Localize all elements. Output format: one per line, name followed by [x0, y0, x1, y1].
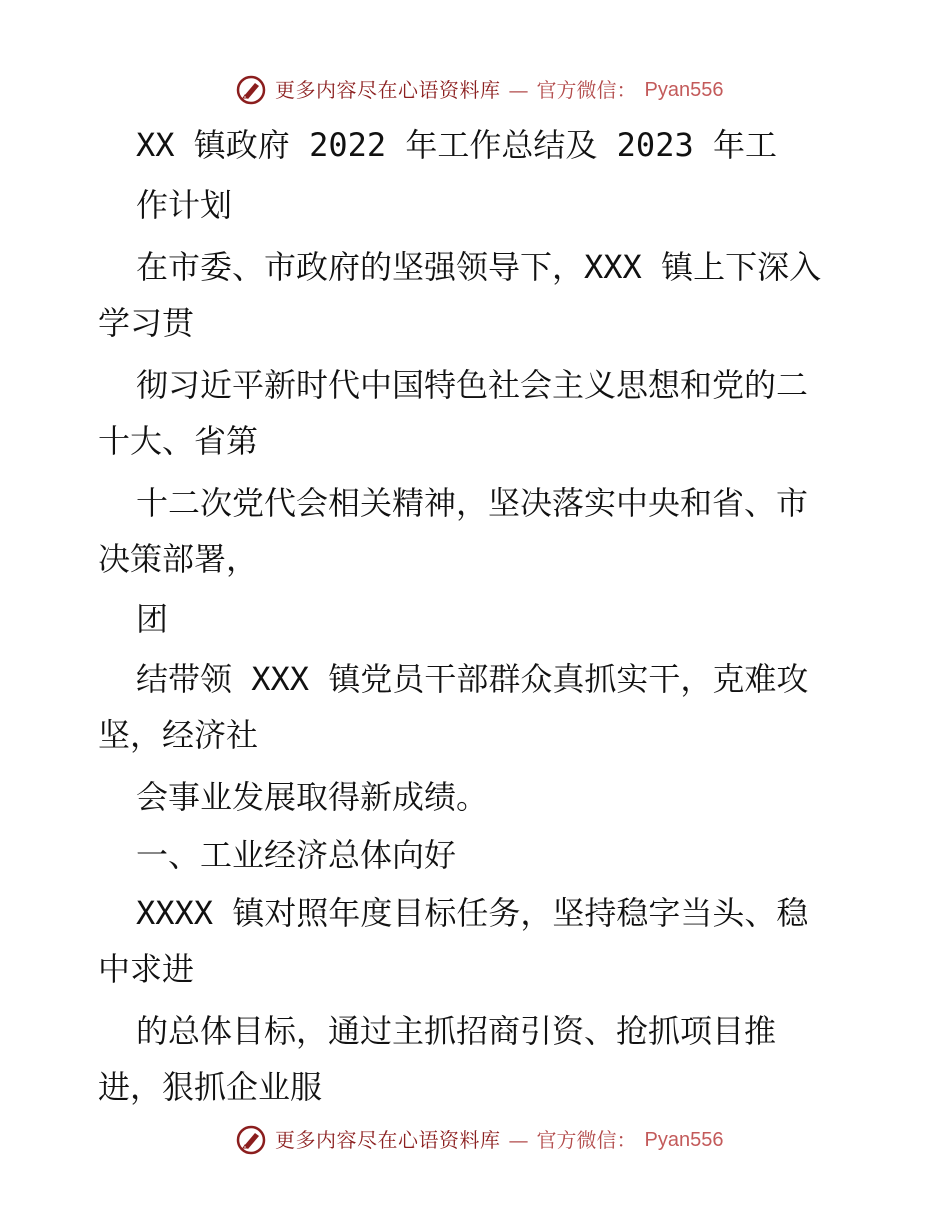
footer-separator: — [508, 1128, 529, 1152]
doc-paragraph-line: 坚，经济社 [98, 716, 259, 754]
header-wechat-id: Pyan556 [644, 79, 724, 101]
pen-circle-logo-icon [235, 74, 267, 106]
doc-paragraph-line: 学习贯 [98, 304, 195, 342]
doc-paragraph-line: 的总体目标，通过主抓招商引资、抢抓项目推 [136, 1012, 777, 1050]
doc-paragraph-line: 决策部署， [98, 540, 259, 578]
header-separator: — [508, 78, 529, 102]
header-watermark [235, 70, 724, 110]
doc-paragraph-line: 彻习近平新时代中国特色社会主义思想和党的二 [136, 366, 809, 404]
doc-paragraph-line: 进，狠抓企业服 [98, 1068, 323, 1106]
footer-wechat-label: 官方微信： [536, 1128, 637, 1152]
footer-watermark [235, 1120, 724, 1160]
header-brand-text: 更多内容尽在心语资料库 [275, 78, 501, 102]
footer-wechat-id: Pyan556 [644, 1129, 724, 1151]
doc-paragraph-line: 会事业发展取得新成绩。 [136, 778, 489, 816]
doc-title-line-2: 作计划 [136, 186, 233, 224]
doc-paragraph-line: 中求进 [98, 950, 195, 988]
pen-circle-logo-icon [235, 1124, 267, 1156]
doc-paragraph-line: 十二次党代会相关精神，坚决落实中央和省、市 [136, 484, 809, 522]
footer-brand-text: 更多内容尽在心语资料库 [275, 1128, 501, 1152]
doc-paragraph-line: 在市委、市政府的坚强领导下，XXX 镇上下深入 [136, 248, 822, 286]
doc-title-line-1: XX 镇政府 2022 年工作总结及 2023 年工 [136, 126, 777, 164]
doc-paragraph-line: 十大、省第 [98, 422, 259, 460]
doc-paragraph-line: XXXX 镇对照年度目标任务，坚持稳字当头、稳 [136, 894, 809, 932]
doc-paragraph-line: 团 [136, 600, 169, 638]
header-wechat-label: 官方微信： [536, 78, 637, 102]
doc-paragraph-line: 结带领 XXX 镇党员干部群众真抓实干，克难攻 [136, 660, 809, 698]
doc-section-heading: 一、工业经济总体向好 [136, 836, 457, 874]
